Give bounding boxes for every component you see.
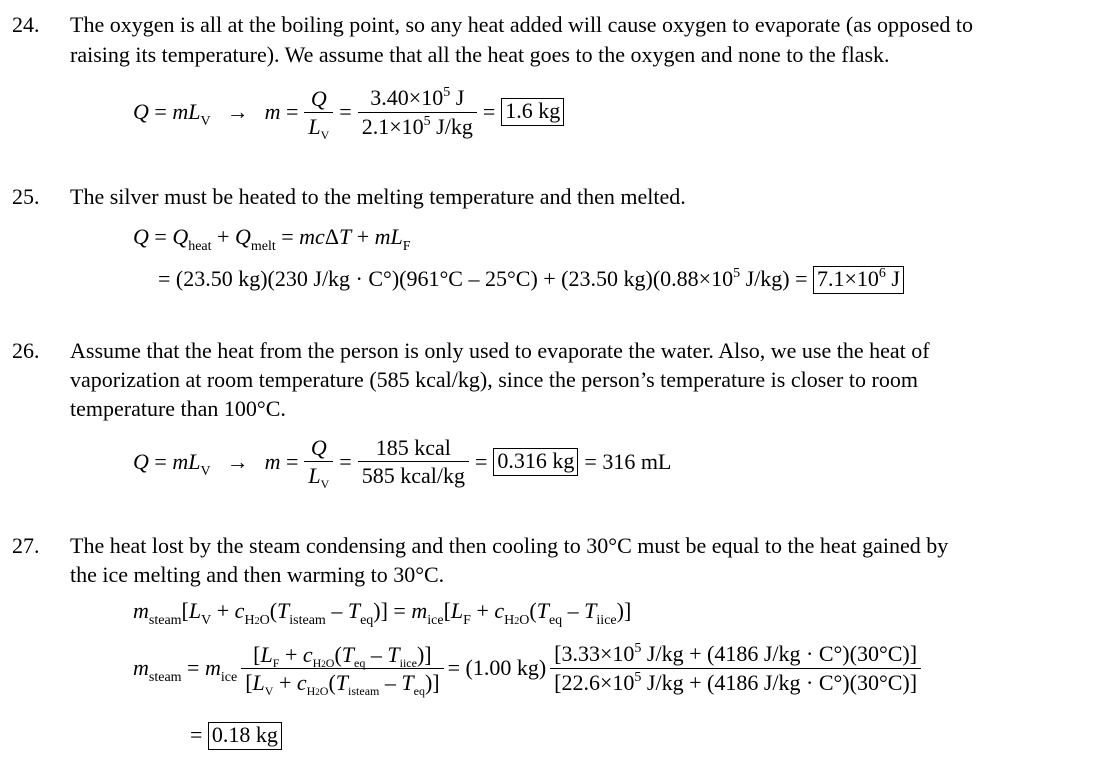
equation: $m_{steam} = m_{ice}$ $\frac{[L_F + c_{H2O}(T_{eq} - T_{iice})]}{[L_V + c_{H2O}(T_{isteam} - T_{eq})]}$ = (1.00 kg) $\frac{[3.33\times 10^5 J/kg + (4186 J/kg \cdot C^\circ)(30^\circ C)]}{[22.6\times 10^5 J/kg + (4186 J/kg \cdot C^\circ)(30^\circ C)]}$ xyxy=(133,640,921,696)
problem-number: 26. xyxy=(12,338,40,363)
equation: = (23.50 kg)(230 J/kg · C°)(961°C – 25°C) + (23.50 $kg)(0.88\times 10^5$ $J/kg) = 7.1\times 10^6$ J xyxy=(158,266,904,294)
arrow: → xyxy=(226,448,249,474)
equation: $Q = Q_{heat} + Q_{melt} = mc\Delta T + mL_F$ xyxy=(133,224,411,254)
fraction: $\frac{Q}{L_V}$ xyxy=(304,85,333,140)
answer-box: 1.6 kg xyxy=(501,98,564,126)
answer-box: 0.18 kg xyxy=(208,722,282,750)
fraction: $\frac{[L_F + c_{H2O}(T_{eq} - T_{iice})]}{[L_V + c_{H2O}(T_{isteam} - T_{eq})]}$ xyxy=(241,641,443,696)
problem-text-line: Assume that the heat from the person is only used to evaporate the water. Also, we use the heat of xyxy=(70,338,930,363)
problem-text-line: temperature than 100°C. xyxy=(70,396,286,421)
fraction: $\frac{[3.33\times 10^5 J/kg + (4186 J/kg \cdot C^\circ)(30^\circ C)]}{[22.6\times 10^5 J/kg + (4186 J/kg \cdot C^\circ)(30^\circ C)]}$ xyxy=(550,640,921,696)
answer-box: 0.316 kg xyxy=(493,448,578,476)
problem-number: 24. xyxy=(12,12,40,37)
arrow: → xyxy=(226,99,249,125)
equation: = 0.18 kg xyxy=(190,722,282,750)
problem-text-line: The silver must be heated to the melting temperature and then melted. xyxy=(70,184,686,209)
problem-text-line: vaporization at room temperature (585 kcal/kg), since the person’s temperature is closer to room xyxy=(70,367,918,392)
problem-number: 25. xyxy=(12,184,40,209)
fraction: $\frac{3.40\times 10^5 J}{2.1\times 10^5 J/kg}$ xyxy=(358,84,477,140)
fraction: $\frac{\text{185 kcal}}{\text{585 kcal/kg}}$ xyxy=(358,434,469,489)
problem-number: 27. xyxy=(12,533,40,558)
equation: $m_{steam}[L_V + c_{H2O}(T_{isteam} - T_{eq})] = m_{ice}[L_F + c_{H2O}(T_{eq} - T_{iice})]$ xyxy=(133,598,632,628)
problem-text-line: The heat lost by the steam condensing and then cooling to 30°C must be equal to the heat gained by xyxy=(70,533,949,558)
problem-text-line: The oxygen is all at the boiling point, so any heat added will cause oxygen to evaporate (as opposed to xyxy=(70,12,973,37)
problem-text-line: the ice melting and then warming to 30°C. xyxy=(70,562,445,587)
problem-text-line: raising its temperature). We assume that all the heat goes to the oxygen and none to the flask. xyxy=(70,42,890,67)
equation: $Q = mL_V$ → m = $\frac{Q}{L_V}$ = $\frac{3.40\times 10^5 J}{2.1\times 10^5 J/kg}$ = 1.6 kg xyxy=(133,84,564,140)
equation: $Q = mL_V$ → m = $\frac{Q}{L_V}$ = $\frac{\text{185 kcal}}{\text{585 kcal/kg}}$ = 0.316 kg = 316 mL xyxy=(133,435,672,492)
fraction: $\frac{Q}{L_V}$ xyxy=(304,434,333,489)
answer-box: $7.1\times 10^6$ J xyxy=(813,266,904,294)
